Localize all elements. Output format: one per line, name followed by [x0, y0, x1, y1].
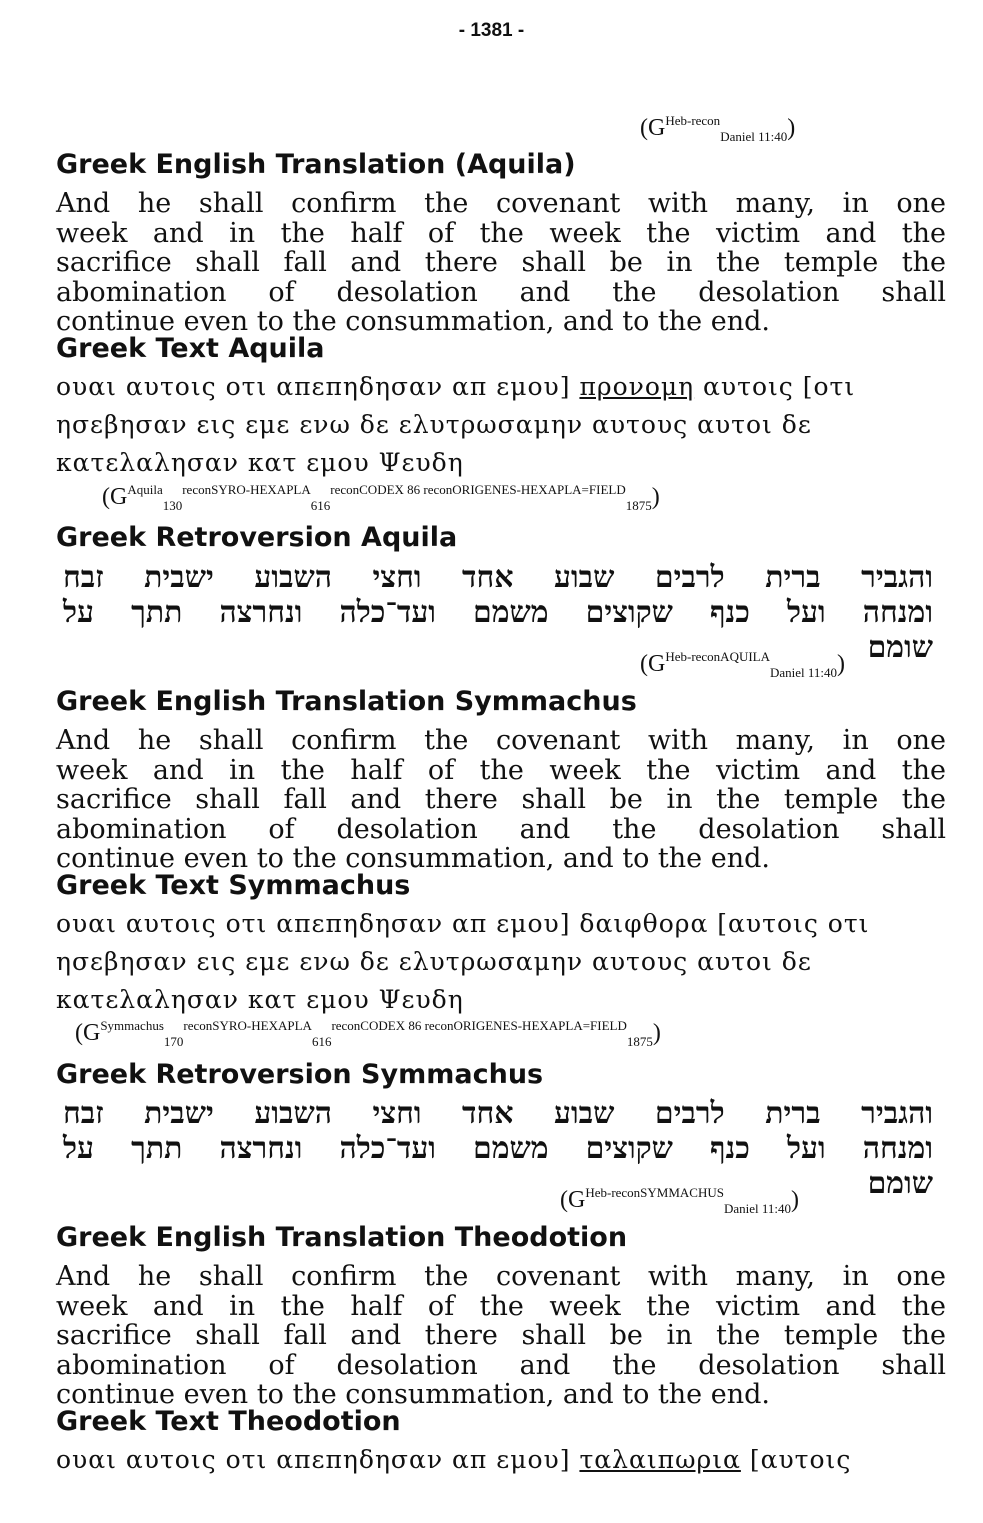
english-line: week and in the half of the week the victim and the: [56, 754, 946, 786]
citation-source: reconCODEX 86 reconORIGENES-HEXAPLA=FIELD: [331, 1018, 627, 1033]
citation-sup: Heb-reconAQUILA: [665, 649, 771, 664]
citation-close: ): [791, 1187, 800, 1213]
hebrew-line: שומם: [867, 1166, 933, 1201]
citation-sub: Daniel 11:40: [724, 1201, 792, 1216]
hebrew-line: שומם: [867, 630, 933, 665]
english-translation-symmachus: [56, 726, 946, 874]
citation-sub: 1875: [625, 498, 652, 513]
citation-sub: 170: [163, 1034, 184, 1049]
citation-close: ): [787, 115, 796, 141]
english-translation-aquila: [56, 189, 946, 337]
english-line: And he shall confirm the covenant with many, in one: [56, 188, 946, 219]
heading-aquila-text: Greek Text Aquila: [56, 333, 325, 364]
citation-source: reconCODEX 86 reconORIGENES-HEXAPLA=FIELD: [330, 482, 626, 497]
greek-underlined-word: ταλαιπωρια: [579, 1445, 741, 1474]
greek-segment: [αυτοις: [740, 1445, 852, 1474]
citation-close: ): [837, 651, 846, 677]
greek-line-theodotion-1: [56, 1445, 851, 1474]
heading-symmachus-english: Greek English Translation Symmachus: [56, 686, 637, 717]
greek-line-aquila-2: ησεβησαν εις εμε ενω δε ελυτρωσαμην αυτους αυτοι δε: [56, 410, 812, 439]
english-line: week and in the half of the week the victim and the: [56, 217, 946, 249]
hebrew-line: והגביר ברית לרבים שבוע אחד וחצי השבוע ישבית זבח: [63, 560, 933, 595]
citation-source: reconSYRO-HEXAPLA: [182, 482, 311, 497]
english-line: sacrifice shall fall and there shall be in the temple the: [56, 247, 946, 278]
english-line: abomination of desolation and the desolation shall: [56, 276, 946, 308]
citation-sub: 616: [311, 1034, 332, 1049]
citation-open: (G: [640, 651, 666, 677]
greek-segment: αυτοις [οτι: [694, 372, 856, 401]
citation-open: (G: [102, 484, 128, 510]
citation-heb-recon-symmachus: [560, 1187, 799, 1214]
greek-line-aquila-3: κατελαλησαν κατ εμου Ψευδη: [56, 448, 464, 477]
greek-line-symmachus-2: ησεβησαν εις εμε ενω δε ελυτρωσαμην αυτους αυτοι δε: [56, 947, 812, 976]
citation-close: ): [651, 484, 660, 510]
english-line: And he shall confirm the covenant with many, in one: [56, 725, 946, 756]
citation-heb-recon: [640, 115, 795, 142]
english-translation-theodotion: [56, 1262, 946, 1410]
english-line: sacrifice shall fall and there shall be in the temple the: [56, 1320, 946, 1351]
english-line: abomination of desolation and the desolation shall: [56, 813, 946, 845]
english-line: And he shall confirm the covenant with many, in one: [56, 1261, 946, 1292]
english-line: sacrifice shall fall and there shall be in the temple the: [56, 784, 946, 815]
greek-segment: ουαι αυτοις οτι απεπηδησαν απ εμου]: [56, 372, 580, 401]
citation-sub: Daniel 11:40: [770, 665, 838, 680]
hebrew-line: ומנחה ועל כנף שקוצים משמם ועד־כלה ונחרצה תתך על: [63, 595, 933, 630]
page-number: - 1381 -: [458, 20, 525, 41]
english-line: week and in the half of the week the victim and the: [56, 1290, 946, 1322]
hebrew-line: והגביר ברית לרבים שבוע אחד וחצי השבוע ישבית זבח: [63, 1096, 933, 1131]
citation-symmachus-sources: [75, 1020, 661, 1047]
citation-close: ): [652, 1020, 661, 1046]
heading-aquila-english: Greek English Translation (Aquila): [56, 149, 576, 180]
english-line: continue even to the consummation, and to the end.: [56, 306, 770, 337]
heading-aquila-retroversion: Greek Retroversion Aquila: [56, 522, 458, 553]
citation-sub: Daniel 11:40: [720, 129, 788, 144]
english-line: continue even to the consummation, and to the end.: [56, 843, 770, 874]
citation-aquila-sources: [102, 484, 660, 511]
english-line: continue even to the consummation, and to the end.: [56, 1379, 770, 1410]
heading-symmachus-text: Greek Text Symmachus: [56, 870, 411, 901]
citation-open: (G: [640, 115, 666, 141]
heading-theodotion-english: Greek English Translation Theodotion: [56, 1222, 628, 1253]
hebrew-retroversion-symmachus: [63, 1096, 933, 1201]
citation-sub: 130: [162, 498, 183, 513]
citation-open: (G: [75, 1020, 101, 1046]
citation-sub: 1875: [626, 1034, 653, 1049]
heading-theodotion-text: Greek Text Theodotion: [56, 1406, 401, 1437]
citation-sup: Heb-reconSYMMACHUS: [585, 1185, 724, 1200]
hebrew-line: ומנחה ועל כנף שקוצים משמם ועד־כלה ונחרצה תתך על: [63, 1131, 933, 1166]
english-line: abomination of desolation and the desolation shall: [56, 1349, 946, 1381]
greek-segment: ουαι αυτοις οτι απεπηδησαν απ εμου]: [56, 1445, 580, 1474]
greek-line-symmachus-3: κατελαλησαν κατ εμου Ψευδη: [56, 985, 464, 1014]
citation-sup: Aquila: [127, 482, 163, 497]
greek-line-aquila-1: [56, 372, 855, 401]
citation-sup: Heb-recon: [665, 113, 721, 128]
citation-heb-recon-aquila: [640, 651, 845, 678]
citation-sub: 616: [310, 498, 331, 513]
citation-open: (G: [560, 1187, 586, 1213]
hebrew-retroversion-aquila: [63, 560, 933, 665]
citation-source: reconSYRO-HEXAPLA: [183, 1018, 312, 1033]
heading-symmachus-retroversion: Greek Retroversion Symmachus: [56, 1059, 544, 1090]
citation-sup: Symmachus: [100, 1018, 164, 1033]
greek-underlined-word: προνομη: [579, 372, 695, 401]
greek-line-symmachus-1: ουαι αυτοις οτι απεπηδησαν απ εμου] δαιφθορα [αυτοις οτι: [56, 909, 870, 938]
